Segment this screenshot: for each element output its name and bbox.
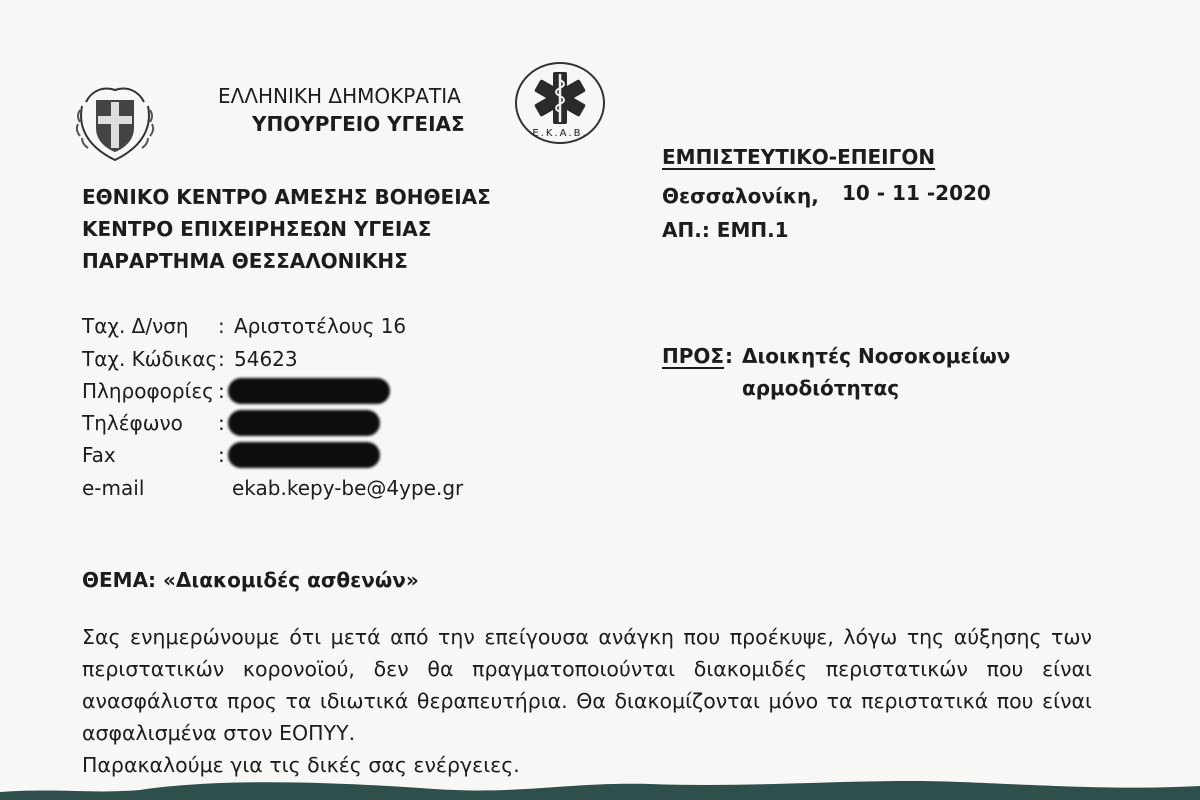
letter-body bbox=[82, 621, 1092, 781]
email-label: e-mail bbox=[82, 476, 145, 500]
redacted-phone bbox=[228, 410, 380, 436]
body-line-3: ανασφάλιστα προς τα ιδιωτικά θεραπευτήρια. Θα διακομίζονται μόνο τα περιστατικά που είναι bbox=[82, 689, 1092, 713]
redacted-fax bbox=[228, 442, 380, 468]
date: 10 - 11 -2020 bbox=[842, 181, 991, 205]
postal-value: 54623 bbox=[234, 347, 298, 371]
sender-line-2: ΚΕΝΤΡΟ ΕΠΙΧΕΙΡΗΣΕΩΝ ΥΓΕΙΑΣ bbox=[82, 217, 432, 241]
header-ministry: ΥΠΟΥΡΓΕΙΟ ΥΓΕΙΑΣ bbox=[252, 112, 465, 136]
body-line-1: Σας ενημερώνουμε ότι μετά από την επείγουσα ανάγκη που προέκυψε, λόγω της αύξησης των bbox=[82, 625, 1092, 649]
email-value: ekab.kepy-be@4ype.gr bbox=[232, 476, 464, 500]
info-separator: : bbox=[218, 379, 225, 403]
protocol-number: ΑΠ.: ΕΜΠ.1 bbox=[662, 218, 789, 242]
sender-line-3: ΠΑΡΑΡΤΗΜΑ ΘΕΣΣΑΛΟΝΙΚΗΣ bbox=[82, 249, 408, 273]
sender-line-1: ΕΘΝΙΚΟ ΚΕΝΤΡΟ ΑΜΕΣΗΣ ΒΟΗΘΕΙΑΣ bbox=[82, 185, 491, 209]
postal-separator: : bbox=[218, 347, 225, 371]
ekab-logo-text: Ε.Κ.Α.Β. bbox=[532, 128, 588, 139]
address-label: Ταχ. Δ/νση bbox=[82, 314, 189, 338]
body-line-2: περιστατικών κορονοϊού, δεν θα πραγματοποιούνται διακομιδές περιστατικών που είναι bbox=[82, 657, 1092, 681]
body-line-5: Παρακαλούμε για τις δικές σας ενέργειες. bbox=[82, 753, 520, 777]
greek-coat-of-arms-icon bbox=[72, 80, 158, 164]
fax-label: Fax bbox=[82, 443, 116, 467]
address-separator: : bbox=[218, 314, 225, 338]
postal-label: Ταχ. Κώδικας bbox=[82, 347, 218, 371]
classification: ΕΜΠΙΣΤΕΥΤΙΚΟ-ΕΠΕΙΓΟΝ bbox=[662, 145, 936, 169]
recipient-line-2: αρμοδιότητας bbox=[742, 376, 900, 400]
recipient-separator: : bbox=[725, 344, 733, 368]
header-republic: ΕΛΛΗΝΙΚΗ ΔΗΜΟΚΡΑΤΙΑ bbox=[218, 84, 461, 108]
redacted-info bbox=[228, 378, 390, 404]
phone-separator: : bbox=[218, 411, 225, 435]
fax-separator: : bbox=[218, 443, 225, 467]
phone-label: Τηλέφωνο bbox=[82, 411, 183, 435]
body-line-4: ασφαλισμένα στον ΕΟΠΥΥ. bbox=[82, 721, 356, 745]
place: Θεσσαλονίκη, bbox=[662, 184, 819, 208]
address-value: Αριστοτέλους 16 bbox=[234, 314, 407, 338]
bottom-wave-decoration bbox=[0, 770, 1200, 800]
subject: ΘΕΜΑ: «Διακομιδές ασθενών» bbox=[82, 568, 419, 592]
info-label: Πληροφορίες bbox=[82, 379, 214, 403]
recipient-line-1: Διοικητές Νοσοκομείων bbox=[742, 344, 1011, 368]
star-of-life-icon bbox=[510, 60, 610, 146]
recipient-label: ΠΡΟΣ bbox=[662, 344, 725, 368]
